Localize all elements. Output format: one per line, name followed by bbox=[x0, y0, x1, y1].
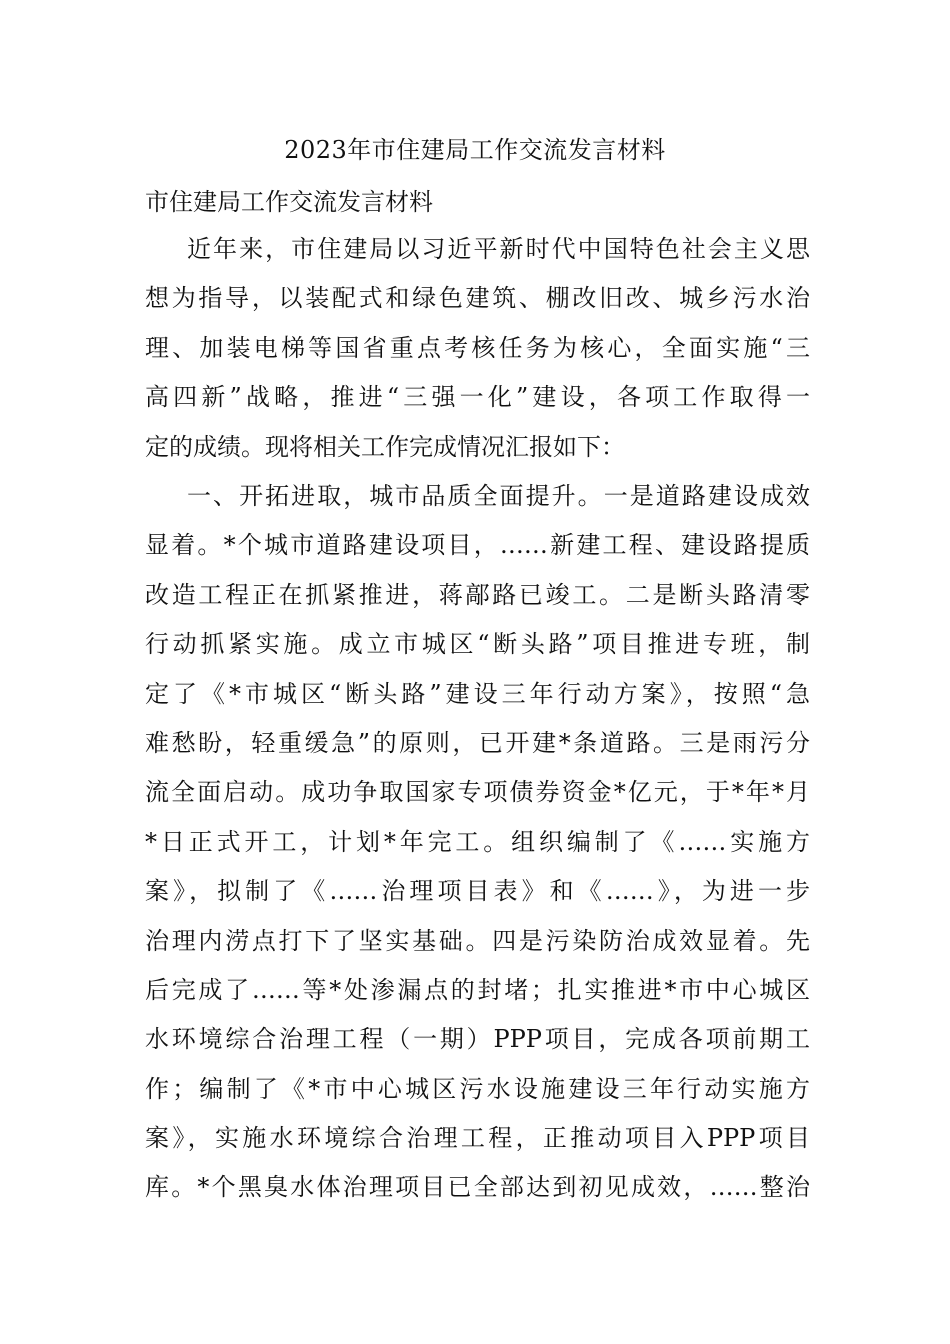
paragraph-line: 理、加装电梯等国省重点考核任务为核心，全面实施“三 bbox=[145, 333, 810, 362]
paragraph-line: 显着。*个城市道路建设项目，……新建工程、建设路提质 bbox=[145, 531, 810, 560]
paragraph-line: 案》，拟制了《……治理项目表》和《……》，为进一步 bbox=[145, 877, 810, 906]
paragraph-line: 想为指导，以装配式和绿色建筑、棚改旧改、城乡污水治 bbox=[145, 284, 810, 313]
paragraph-line: 库。*个黑臭水体治理项目已全部达到初见成效，……整治 bbox=[145, 1173, 810, 1202]
paragraph-line: 水环境综合治理工程（一期）PPP项目，完成各项前期工 bbox=[145, 1025, 810, 1054]
paragraph-line: 改造工程正在抓紧推进，蒋鄗路已竣工。二是断头路清零 bbox=[145, 580, 810, 609]
paragraph-intro bbox=[145, 225, 810, 472]
paragraph-line: 治理内涝点打下了坚实基础。四是污染防治成效显着。先 bbox=[145, 926, 810, 955]
paragraph-line: *日正式开工，计划*年完工。组织编制了《……实施方 bbox=[145, 827, 810, 856]
paragraph-line: 行动抓紧实施。成立市城区“断头路”项目推进专班，制 bbox=[145, 630, 810, 659]
paragraph-line: 定了《*市城区“断头路”建设三年行动方案》，按照“急 bbox=[145, 679, 810, 708]
paragraph-line: 流全面启动。成功争取国家专项债券资金*亿元，于*年*月 bbox=[145, 778, 810, 807]
paragraph-section-one bbox=[145, 472, 810, 1213]
paragraph-line: 定的成绩。现将相关工作完成情况汇报如下： bbox=[145, 432, 625, 461]
document-subtitle: 市住建局工作交流发言材料 bbox=[145, 188, 433, 216]
paragraph-line: 高四新”战略，推进“三强一化”建设，各项工作取得一 bbox=[145, 383, 810, 412]
paragraph-line: 案》，实施水环境综合治理工程，正推动项目入PPP项目 bbox=[145, 1124, 810, 1153]
paragraph-line: 近年来，市住建局以习近平新时代中国特色社会主义思 bbox=[187, 235, 810, 263]
paragraph-line: 难愁盼，轻重缓急”的原则，已开建*条道路。三是雨污分 bbox=[145, 728, 810, 757]
document-title: 2023年市住建局工作交流发言材料 bbox=[284, 136, 666, 164]
paragraph-line: 后完成了……等*处渗漏点的封堵；扎实推进*市中心城区 bbox=[145, 975, 810, 1004]
paragraph-line: 作；编制了《*市中心城区污水设施建设三年行动实施方 bbox=[145, 1074, 810, 1103]
paragraph-line: 一、开拓进取，城市品质全面提升。一是道路建设成效 bbox=[187, 482, 810, 510]
